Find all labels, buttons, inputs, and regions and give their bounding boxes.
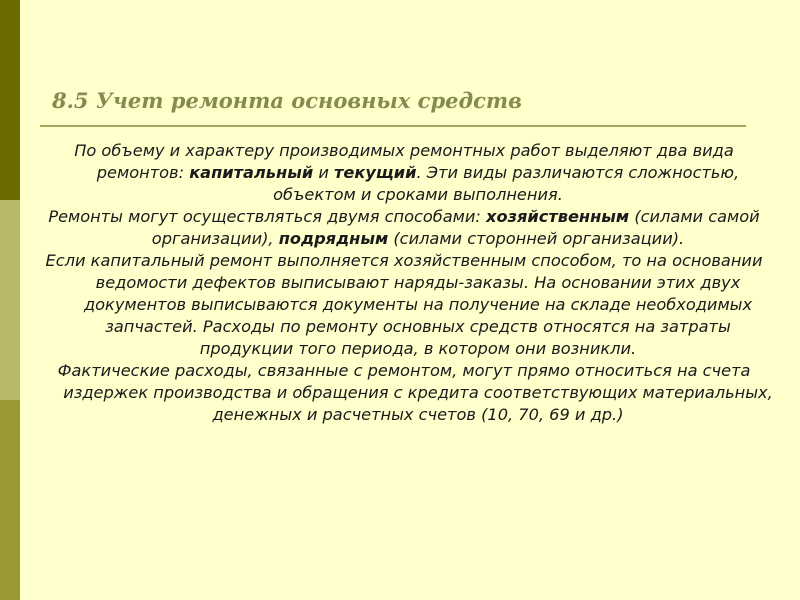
slide-body	[34, 140, 774, 426]
title-underline	[40, 125, 746, 127]
slide-sidebar	[0, 0, 20, 600]
term-capital: капитальный	[189, 163, 314, 182]
paragraph-text: Ремонты могут осуществляться двумя способами:	[48, 207, 487, 226]
paragraph-capital-repair: Если капитальный ремонт выполняется хозяйственным способом, то на основании ведомости дефектов выписывают наряды-заказы. На основании этих двух документов выписываются документы на получение на складе необходимых запчастей. Расходы по ремонту основных средств относятся на затраты продукции того периода, в котором они возникли.	[45, 251, 763, 358]
paragraph-text: По объему и характеру производимых ремонтных работ выделяют два вида ремонтов:	[74, 141, 734, 182]
term-current: текущий	[334, 163, 417, 182]
slide-title: 8.5 Учет ремонта основных средств	[52, 88, 522, 113]
sidebar-segment-bottom	[0, 400, 20, 600]
paragraph-repair-methods	[34, 206, 774, 250]
term-contract: подрядным	[278, 229, 389, 248]
paragraph-text: и	[313, 163, 334, 182]
paragraph-text: (силами самой организации),	[151, 207, 760, 248]
term-in-house: хозяйственным	[486, 207, 630, 226]
paragraph-text: . Эти виды различаются сложностью, объектом и сроками выполнения.	[273, 163, 740, 204]
sidebar-segment-middle	[0, 200, 20, 400]
paragraph-actual-costs: Фактические расходы, связанные с ремонтом, могут прямо относиться на счета издержек производства и обращения с кредита соответствующих материальных, денежных и расчетных счетов (10, 70, 69 и др.)	[57, 361, 773, 424]
sidebar-segment-top	[0, 0, 20, 200]
paragraph-repair-types	[34, 140, 774, 206]
paragraph-text: (силами сторонней организации).	[388, 229, 685, 248]
